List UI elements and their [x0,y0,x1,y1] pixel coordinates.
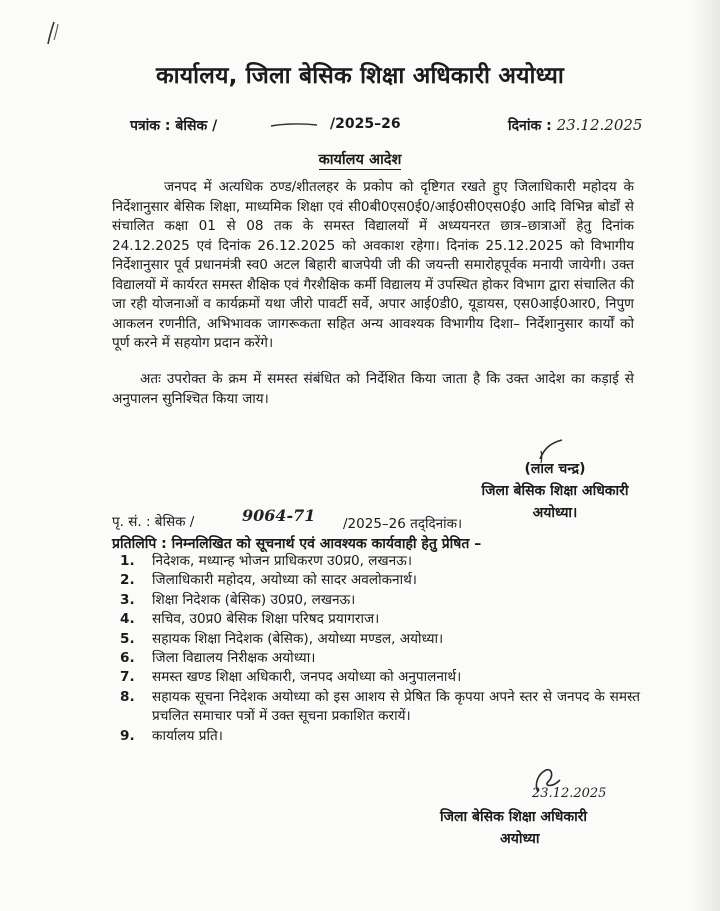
signatory-place: अयोध्या। [532,505,578,521]
subject-text: कार्यालय आदेश [318,152,402,168]
order-paragraph-1: जनपद में अत्यधिक ठण्ड/शीतलहर के प्रकोप को दृष्टिगत रखते हुए जिलाधिकारी महोदय के निर्देशानुसार बेसिक शिक्षा, माध्यमिक शिक्षा एवं सी0बी0एस0ई0/आई0सी0एस0ई0 आदि विभिन्न बोर्डों से संचालित कक्षा 01 से 08 तक के समस्त विद्यालयों में अध्ययनरत छात्र–छात्राओं हेतु दिनांक 24.12.2025 एवं दिनांक 26.12.2025 को अवकाश रहेगा। दिनांक 25.12.2025 को विभागीय निर्देशानुसार पूर्व प्रधानमंत्री स्व0 अटल बिहारी बाजपेयी जी की जयन्ती समारोहपूर्वक मनायी जायेगी। उक्त विद्यालयों में कार्यरत समस्त शैक्षिक एवं गैरशैक्षिक कर्मी विद्यालय में उपस्थित होकर विभाग द्वारा संचालित की जा रही योजनाओं व कार्यक्रमों यथा जीरो पावर्टी सर्वे, अपार आई0डी0, यूडायस, एस0आई0आर0, निपुण आकलन रणनीति, अभिभावक जागरूकता सहित अन्य आवश्यक विभागीय दिशा– निर्देशानुसार कार्यों को पूर्ण करने में सहयोग प्रदान करेंगे। [112,179,634,351]
page-edge-shadow [692,0,720,911]
signature-block-1 [455,458,655,524]
handwritten-date: 23.12.2025 [556,116,643,134]
signatory-designation: जिला बेसिक शिक्षा अधिकारी [481,483,629,499]
list-item: 3. शिक्षा निदेशक (बेसिक) उ0प्र0, लखनऊ। [120,591,356,608]
signatory-designation: जिला बेसिक शिक्षा अधिकारी [440,809,588,825]
signature-block-2 [440,806,640,850]
signatory-name: (लाल चन्द्र) [524,461,586,477]
corner-pen-mark [38,20,68,48]
copy-ref-year: /2025–26 तद्‌दिनांक। [343,516,463,532]
list-item: 7. समस्त खण्ड शिक्षा अधिकारी, जनपद अयोध्या को अनुपालनार्थ। [120,669,462,686]
copy-heading: प्रतिलिपि : निम्नलिखित को सूचनार्थ एवं आवश्यक कार्यवाही हेतु प्रेषित – [112,536,482,552]
date-label: दिनांक : [508,118,552,134]
copy-ref-label: पृ. सं. : बेसिक / [112,514,195,530]
order-subject [0,149,720,169]
letter-ref-label: पत्रांक : बेसिक / [130,118,218,134]
handwritten-ref-dash [270,122,318,128]
letter-ref-year: /2025–26 [330,116,401,132]
list-item: 8. सहायक सूचना निदेशक अयोध्या को इस आशय से प्रेषित कि कृपया अपने स्तर से जनपद के समस्त प्रचलित समाचार पत्रों में उक्त सूचना प्रकाशित करायें। [120,688,640,725]
list-item: 5. सहायक शिक्षा निदेशक (बेसिक), अयोध्या मण्डल, अयोध्या। [120,630,444,647]
office-title: कार्यालय, जिला बेसिक शिक्षा अधिकारी अयोध्या [155,63,565,89]
recipient-list [120,552,640,746]
list-item: 9. कार्यालय प्रति। [120,727,223,744]
order-paragraph-2: अतः उपरोक्त के क्रम में समस्त संबंधित को निर्देशित किया जाता है कि उक्त आदेश का कड़ाई से अनुपालन सुनिश्चित किया जाय। [112,371,634,407]
signatory-place: अयोध्या [500,831,540,847]
list-item: 1. निदेशक, मध्यान्ह भोजन प्राधिकरण उ0प्र0, लखनऊ। [120,553,413,569]
list-item: 4. सचिव, उ0प्र0 बेसिक शिक्षा परिषद प्रयागराज। [120,611,380,628]
list-item: 6. जिला विद्यालय निरीक्षक अयोध्या। [120,650,316,667]
handwritten-copy-number: 9064-71 [242,506,316,525]
letter-date [508,116,642,135]
list-item: 2. जिलाधिकारी महोदय, अयोध्या को सादर अवलोकनार्थ। [120,572,417,589]
handwritten-signature-date: 23.12.2025 [532,786,607,801]
